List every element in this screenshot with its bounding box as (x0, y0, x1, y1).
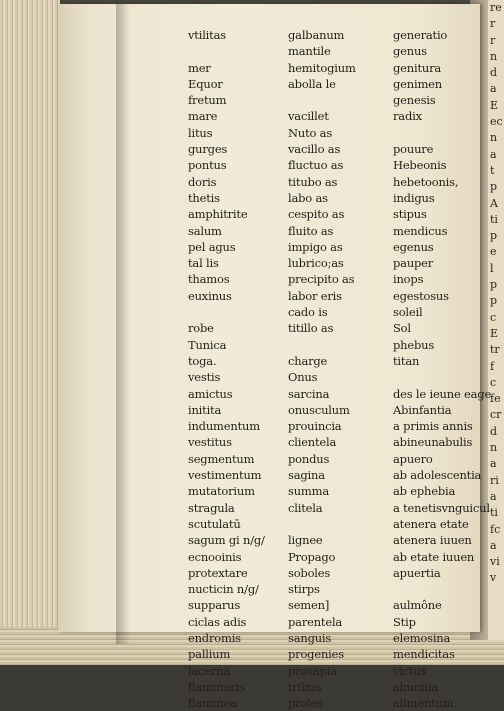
word-entry: clitela (288, 500, 323, 515)
word-entry: vestitus (188, 435, 232, 450)
word-entry: generatio (393, 28, 448, 42)
facing-page-fragment: p (490, 294, 498, 308)
word-entry: flammea (188, 696, 237, 711)
word-entry: segmentum (188, 451, 255, 466)
word-entry: almonia (393, 679, 438, 694)
word-entry (393, 581, 491, 597)
facing-page-fragment: c (490, 375, 497, 389)
word-entry (393, 125, 491, 141)
word-entry: onusculum (288, 402, 350, 417)
facing-page-fragment: p (490, 229, 498, 243)
word-entry: lacerna (188, 663, 231, 678)
word-entry (188, 304, 265, 320)
facing-page-fragment: n (490, 131, 498, 145)
word-entry: hemitogium (288, 60, 356, 75)
word-column-left (188, 27, 265, 711)
word-entry: euxinus (188, 288, 232, 303)
word-entry: victus (393, 663, 427, 678)
word-entry: Sol (393, 321, 411, 336)
word-entry: soleil (393, 305, 423, 320)
facing-page-fragment: a (490, 457, 497, 471)
facing-page-fragment: v (490, 571, 497, 585)
word-entry: Hebeonis (393, 158, 447, 173)
word-entry: pondus (288, 451, 330, 466)
word-entry: titan (393, 353, 420, 368)
facing-page-fragment: l (490, 261, 494, 275)
word-entry: nucticin n/g/ (188, 582, 259, 597)
facing-page-fragment: a (490, 489, 497, 503)
word-entry: elemosina (393, 630, 451, 645)
fold-shadow (116, 4, 130, 644)
word-entry: gurges (188, 142, 228, 157)
word-entry: labor eris (288, 288, 342, 303)
word-entry: atenera iuuen (393, 533, 472, 548)
word-entry: tribus (288, 679, 322, 694)
facing-page-fragment: fe (490, 392, 501, 406)
word-entry: doris (188, 174, 217, 189)
word-entry (288, 516, 356, 532)
facing-page-fragment: ti (490, 506, 498, 520)
page-stack-edge (0, 0, 60, 665)
word-entry: genesis (393, 93, 436, 108)
word-entry: supparus (188, 598, 241, 613)
word-entry: atenera etate (393, 516, 469, 531)
word-entry: radix (393, 109, 422, 124)
word-entry: Tunica (188, 337, 227, 352)
facing-page-fragment: r (490, 17, 496, 31)
word-entry: hebetoonis, (393, 174, 459, 189)
word-entry: vacillo as (288, 142, 341, 157)
word-entry: stipus (393, 207, 427, 222)
word-entry: apuero (393, 451, 433, 466)
word-entry: Nuto as (288, 125, 333, 140)
facing-page-fragment: e (490, 245, 497, 259)
word-entry: cado is (288, 305, 328, 320)
word-entry: vacillet (288, 109, 329, 124)
facing-page-fragment: a (490, 147, 497, 161)
word-entry: stragula (188, 500, 235, 515)
facing-page-fragment: E (490, 98, 499, 112)
facing-page-fragment: tr (490, 343, 500, 357)
word-entry: Abinfantia (393, 402, 452, 417)
facing-page-fragment: re (490, 1, 502, 14)
word-entry (288, 337, 356, 353)
word-entry: indigus (393, 190, 435, 205)
word-entry (288, 92, 356, 108)
word-entry: egenus (393, 239, 434, 254)
word-entry: ecnooinis (188, 549, 242, 564)
word-entry: summa (288, 484, 329, 499)
word-entry: titubo as (288, 174, 338, 189)
word-entry: salum (188, 223, 222, 238)
word-entry: fluito as (288, 223, 334, 238)
word-entry: robe (188, 321, 214, 336)
word-entry: pontus (188, 158, 227, 173)
word-entry: genimen (393, 76, 442, 91)
word-entry: precipito as (288, 272, 355, 287)
facing-page-fragment: p (490, 278, 498, 292)
word-entry (393, 369, 491, 385)
word-entry: impigo as (288, 239, 343, 254)
facing-page-fragment: a (490, 82, 497, 96)
word-entry: alimentum (393, 696, 454, 711)
word-entry: amictus (188, 386, 233, 401)
word-entry: fretum (188, 93, 227, 108)
book-page (58, 4, 492, 711)
facing-page-fragment: E (490, 326, 499, 340)
word-entry: mutatorium (188, 484, 255, 499)
word-entry: Stip (393, 614, 416, 629)
word-entry: fluctuo as (288, 158, 344, 173)
word-entry: soboles (288, 565, 331, 580)
facing-page-fragment: t (490, 163, 495, 177)
word-entry: flammaris (188, 679, 245, 694)
word-entry: Propago (288, 549, 336, 564)
facing-page-fragment: n (490, 49, 498, 63)
word-entry: vestis (188, 370, 221, 385)
facing-page-fragment: ti (490, 212, 498, 226)
facing-page-fragment: ec (490, 115, 503, 129)
word-entry: charge (288, 353, 328, 368)
facing-page-fragment: r (490, 33, 496, 47)
word-entry: vestimentum (188, 468, 262, 483)
word-entry: amphitrite (188, 207, 248, 222)
word-entry: initita (188, 402, 222, 417)
word-entry: egestosus (393, 288, 449, 303)
word-entry: protextare (188, 565, 248, 580)
word-entry: pauper (393, 256, 434, 271)
facing-page-fragment: vi (490, 555, 500, 569)
word-entry: prosapia (288, 663, 337, 678)
word-entry: mare (188, 109, 218, 124)
word-entry: sanguis (288, 630, 332, 645)
word-entry: a tenetisvnguicul (393, 500, 490, 515)
word-entry: prouincia (288, 419, 342, 434)
word-entry: des le ieune eage (393, 386, 492, 401)
word-entry: galbanum (288, 28, 345, 42)
word-entry: titillo as (288, 321, 334, 336)
word-entry: ab etate iuuen (393, 549, 475, 564)
word-entry: abineunabulis (393, 435, 473, 450)
word-entry: abolla le (288, 76, 336, 91)
word-entry: tal lis (188, 256, 219, 271)
word-entry: semen] (288, 598, 330, 613)
word-entry: endromis (188, 630, 241, 645)
word-entry: genitura (393, 60, 442, 75)
facing-page-fragment: cr (490, 408, 502, 422)
facing-page-fragment: n (490, 441, 498, 455)
word-entry: lignee (288, 533, 323, 548)
facing-page-fragment: p (490, 180, 498, 194)
word-entry: clientela (288, 435, 337, 450)
word-entry: lubrico;as (288, 256, 344, 271)
word-entry: toga. (188, 353, 217, 368)
word-entry: inops (393, 272, 424, 287)
word-entry: pallium (188, 647, 231, 662)
word-entry: sagum gi n/g/ (188, 533, 265, 548)
facing-page-fragment: a (490, 538, 497, 552)
word-entry: a primis annis (393, 419, 473, 434)
facing-page-fragment: A (490, 196, 498, 210)
word-entry: pel agus (188, 239, 236, 254)
word-entry: scutulatū (188, 516, 241, 531)
facing-page-fragment: c (490, 310, 497, 324)
word-entry: aulmône (393, 598, 442, 613)
word-column-middle (288, 27, 356, 711)
word-entry: mendicus (393, 223, 448, 238)
word-entry: thamos (188, 272, 230, 287)
word-entry: parentela (288, 614, 343, 629)
word-entry: ab adolescentia (393, 468, 482, 483)
facing-page-fragment: d (490, 424, 498, 438)
word-entry: proles (288, 696, 323, 711)
facing-page-fragment: f (490, 359, 495, 373)
word-entry: progenies (288, 647, 344, 662)
word-column-right (393, 27, 491, 711)
word-entry: stirps (288, 582, 320, 597)
word-entry: Onus (288, 370, 318, 385)
word-entry: vtilitas (188, 28, 226, 42)
word-entry: litus (188, 125, 213, 140)
facing-page-fragment: ri (490, 473, 499, 487)
word-entry: cespito as (288, 207, 345, 222)
word-entry: phebus (393, 337, 435, 352)
word-entry: labo as (288, 190, 328, 205)
word-entry: pouure (393, 142, 434, 157)
word-entry: ab ephebia (393, 484, 456, 499)
word-entry: genus (393, 44, 427, 59)
word-entry: ciclas adis (188, 614, 247, 629)
word-entry: Equor (188, 76, 223, 91)
facing-page-fragment: d (490, 66, 498, 80)
word-entry: apuertia (393, 565, 441, 580)
facing-page-fragment: fc (490, 522, 501, 536)
word-entry: sagina (288, 468, 325, 483)
word-entry: thetis (188, 190, 220, 205)
word-entry: sarcina (288, 386, 330, 401)
word-entry: mer (188, 60, 211, 75)
word-entry (188, 43, 265, 59)
word-entry: indumentum (188, 419, 260, 434)
word-entry: mantile (288, 44, 331, 59)
word-entry: mendicitas (393, 647, 455, 662)
